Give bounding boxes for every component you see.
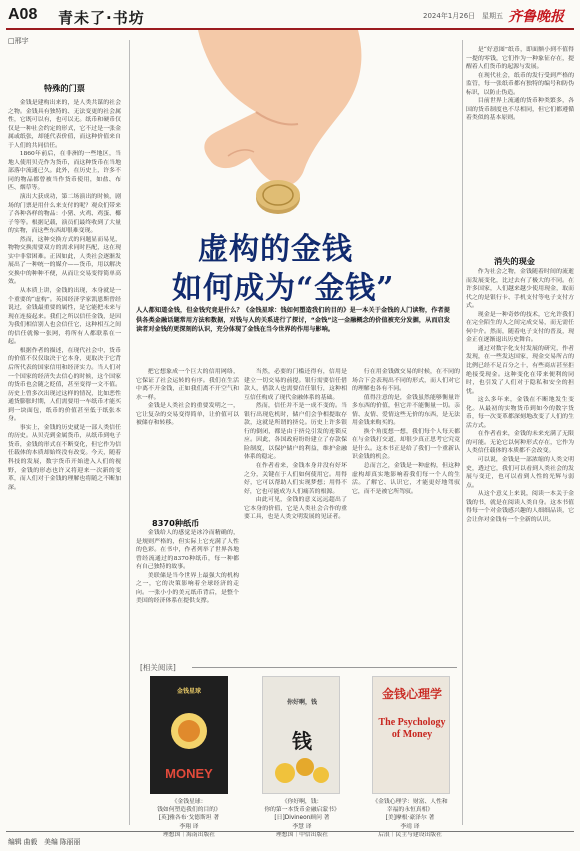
paragraph: 行在用金钱做交易的时候，在不同的场合下会表现出不同的形式，而人们对它的理解也各有不同。 xyxy=(352,369,460,393)
article-column-right-bottom xyxy=(466,268,574,828)
paragraph: 值得注意的是，金钱虽然能够衡量许多东西的价值，但它并不能衡量一切。亲情、友情、爱情这些无价的东西，是无法用金钱来购买的。 xyxy=(352,394,460,427)
paragraph: 当然，必要的门槛还得有，信用是建立一切交易的前提。银行需要信任借款人，借款人也需要信任银行，这种相互信任构成了现代金融体系的基础。 xyxy=(244,369,347,401)
paragraph: 在作者看来，金钱本身并没有好坏之分，关键在于人们如何使用它。用得好，它可以帮助人们实现梦想；用得不好，它也可能成为人们痛苦的根源。 xyxy=(244,463,347,495)
paragraph: 然而，信任并不是一成不变的。当银行出现危机时，储户们会争相提取存款，这就是所谓的挤兑。历史上许多银行的倒闭，都是由于挤兑引发的连锁反应。因此，各国政府纷纷建立了存款保险制度，以保护储户的利益，维护金融体系的稳定。 xyxy=(244,403,347,461)
paragraph: 根据作者的描述，在现代社会中，货币的价值不仅仅取决于它本身，更取决于它背后所代表的国家信用和经济实力。当人们对一个国家的经济失去信心的时候，这个国家的货币也会随之贬值，甚至变得一文不值。历史上曾多次出现过这样的情况，比如恶性通货膨胀时期，人们需要用一车纸币才能买到一块面包，纸币的价值甚至低于纸张本身。 xyxy=(8,347,121,423)
subhead-8370-notes: 8370种纸币 xyxy=(152,518,200,528)
book-cover-title: 钱 xyxy=(292,729,312,753)
paragraph: 演出大获成功，第二场演出的时候，剧场的门票是用什么来支付的呢？观众们带来了各种各样的物品：小猪、火鸡、鸡蛋、椰子等等。根据记载，演员们最终收到了大量的实物，而这些东西却很难变现。 xyxy=(8,194,121,235)
paragraph: 是“好意图”纸币，即面额小到不值得一提的零钱，它们作为一种象征存在，提醒着人们货币的起源与发展。 xyxy=(466,47,574,71)
paragraph: 金钱是人类社会的重要发明之一，它让复杂的交易变得简单，让价值可以被储存和转移。 xyxy=(136,403,239,427)
subhead-vanishing-cash: 消失的现金 xyxy=(494,256,535,266)
related-divider xyxy=(192,667,457,668)
paragraph: 把它想象成一个巨大的信用网络，它保证了社会运转的有序。我们在生活中离不开金钱，正如我们离不开空气和水一样。 xyxy=(136,369,239,401)
coin-stack-icon xyxy=(164,706,214,756)
related-reading-label: [相关阅读] xyxy=(140,663,176,672)
issue-weekday: 星期五 xyxy=(482,12,503,20)
lead-paragraph: 人人都知道金钱，但金钱究竟是什么？《金钱星球：钱如何塑造我们的目的》是一本关于金钱的人门读物，作者提供各类金融话题常用方法和数据，对钱与人的关系进行了探讨，“金钱”这一金融概念的价值被充分发掘，从而启发读者对金钱的更深刻的认识，充分体现了金钱在当今世界的作用与影响。 xyxy=(136,307,450,334)
paragraph: 这么多年来，金钱在不断地发生变化。从最初的实物货币到如今的数字货币，每一次变革都深刻地改变了人们的生活方式。 xyxy=(466,397,574,429)
article-column-mid-2 xyxy=(244,368,347,658)
section-title: 青未了·书坊 xyxy=(58,9,145,27)
paragraph: 事实上，金钱的历史就是一部人类信任的历史。从贝壳到金属货币，从纸币到电子货币，金钱的形式在不断变化，但它作为信任载体的本质却始终没有改变。今天，随着科技的发展，数字货币开始进入人们的视野，金钱的形态也许又将迎来一次新的变革，而人们对于金钱的理解也将随之不断加深。 xyxy=(8,424,121,491)
article-column-mid-1 xyxy=(136,368,239,518)
paragraph: 作为社会之物，金钱随着时间的流逝而发展变化，比过去有了极大的不同。在许多国家，人们越来越少使用现金，取而代之的是银行卡、手机支付等电子支付方式。 xyxy=(466,269,574,310)
hand-coin-illustration xyxy=(128,30,432,240)
paragraph: 可以说，金钱是一部浓缩的人类文明史，透过它，我们可以看到人类社会的发展与变迁，也可以看到人性的光辉与弱点。 xyxy=(466,457,574,489)
book-caption-3: 《金钱心理学：财富、人性和 幸福的永恒真相》 [美]摩根·豪泽尔 著 李靖 译 后浪｜民主与建设出版社 xyxy=(372,799,448,838)
article-column-mid-3 xyxy=(352,368,460,658)
paragraph: 在作者看来，金钱的未来充满了无限的可能。无论它以何种形式存在，它作为人类信任载体的本质都不会改变。 xyxy=(466,431,574,455)
author-byline: □邢宇 xyxy=(8,37,29,45)
book-cover-hello-money xyxy=(262,676,340,794)
book-caption-2: 《你好啊，钱： 你的第一本货币金融启蒙书》 [日]Divineon顾问 著 李慧 译 理想国｜中信出版社 xyxy=(264,799,340,838)
book-cover-title: MONEY xyxy=(165,766,213,781)
paragraph: 金钱给人的感觉是冰冷而精确的，是规则严格的，但实际上它充满了人性的色彩。在书中，作者列举了世界各地曾经流通过的8370种纸币，每一种都有自己独特的故事。 xyxy=(136,530,239,571)
paragraph: 美联储是当今世界上最强大的机构之一，它的决策影响着全球经济的走向。一张小小的美元纸币背后，是整个美国的经济体系在提供支撑。 xyxy=(136,572,239,605)
article-column-left xyxy=(8,83,121,823)
subhead-special-ticket: 特殊的门票 xyxy=(44,83,85,93)
book-caption-1: 《金钱星球： 钱如何塑造我们的目的》 [英]雅各布·戈德斯坦 著 李翔 译 理想国｜海南出版社 xyxy=(157,799,221,838)
book-cover-subtitle: 金钱星球 xyxy=(176,688,201,695)
page-number: A08 xyxy=(8,6,38,23)
paragraph: 金钱是建构出来的，是人类共谋的社会之物。金钱具有独特的、无法变更的社会属性，它既可以有，也可以无。纸币和硬币仅仅是一种社会约定的形式，它不过是一张金属或纸张，却能代表价值，而这种价值来自于人们的共同信任。 xyxy=(8,100,121,149)
book-cover-subtitle: 金钱心理学 xyxy=(381,687,442,701)
newspaper-logo: 齐鲁晚报 xyxy=(508,9,564,25)
book-cover-money-planet xyxy=(150,676,228,794)
column-divider xyxy=(462,40,463,825)
paragraph: 目前世界上流通的货币种类繁多，各国的货币制度也不尽相同，但它们都遵循着类似的基本原则。 xyxy=(466,98,574,122)
paragraph: 换个角度想一想，我们每个人每天都在与金钱打交道，却很少真正思考它究竟是什么。这本书正是给了我们一个重新认识金钱的机会。 xyxy=(352,428,460,461)
book-cover-subtitle: 你好啊，钱 xyxy=(286,699,317,706)
book-cover-title: The Psychology of Money xyxy=(378,717,446,740)
paragraph: 1860年前后，在非洲的一些地区，当地人使用贝壳作为货币，而这种货币在当地部落中流通已久。此外，在历史上，许多不同的物品都曾被当作货币使用，如盐、布匹、烟草等。 xyxy=(8,151,121,192)
paragraph: 通过对数字化支付发展的研究，作者发现，在一些发达国家，现金交易所占的比例已经不足百分之十，有些商店甚至拒绝接受现金。这种变化在带来便利的同时，也引发了人们对于隐私和安全的担忧。 xyxy=(466,345,574,395)
footer-divider xyxy=(6,831,574,832)
hand-icon xyxy=(198,30,361,186)
paragraph: 从本质上讲，金钱的出现，本身就是一个重要的“虚构”。英国经济学家凯恩斯曾经说过，金钱最重要的属性，是它能把未来与现在连接起来。我们之所以信任金钱，是因为我们相信别人也会信任它，这种相互之间的信任就像一张网，将所有人都联系在一起。 xyxy=(8,288,121,346)
headline-line-2: 如何成为“金钱” xyxy=(172,271,395,306)
paragraph: 总而言之，金钱是一种虚构，但这种虚构却真实地影响着我们每一个人的生活。了解它、认识它，才能更好地驾驭它，而不是被它所驾驭。 xyxy=(352,463,460,495)
paragraph: 然而，这种交换方式的问题显而易见，物物交换需要双方的需求同时匹配，这在现实中非常困难。正因如此，人类社会逐渐发展出了一种统一的媒介——货币，用以解决交换中的种种不便，从而让交易变得简单高效。 xyxy=(8,236,121,286)
book-cover-psychology-of-money xyxy=(372,676,450,794)
headline-line-1: 虚构的金钱 xyxy=(198,232,353,267)
column-divider xyxy=(129,40,130,825)
article-column-right-top xyxy=(466,46,574,256)
article-column-mid-1b xyxy=(136,529,239,659)
paragraph: 从这个意义上来说，阅读一本关于金钱的书，就是在阅读人类自身。这本书值得每一个对金钱感兴趣的人细细品读，它会让你对金钱有一个全新的认识。 xyxy=(466,491,574,523)
editor-credit: 编辑 曲毅 美编 陈丽丽 xyxy=(8,838,81,846)
issue-date: 2024年1月26日 xyxy=(423,12,476,20)
paragraph: 在现代社会，纸币的发行受到严格的监管，每一张纸币都有独特的编号和防伪标识，以防止伪造。 xyxy=(466,72,574,96)
paragraph: 现金是一种奇妙的技术，它允许我们在完全陌生的人之间完成交易，而无需任何中介。然而，随着电子支付的普及，现金正在逐渐退出历史舞台。 xyxy=(466,311,574,344)
paragraph: 由此可见，金钱的意义远远超出了它本身的价值，它是人类社会合作的重要工具，也是人类文明发展的见证者。 xyxy=(244,497,347,521)
coin-drawings-icon xyxy=(271,753,333,789)
